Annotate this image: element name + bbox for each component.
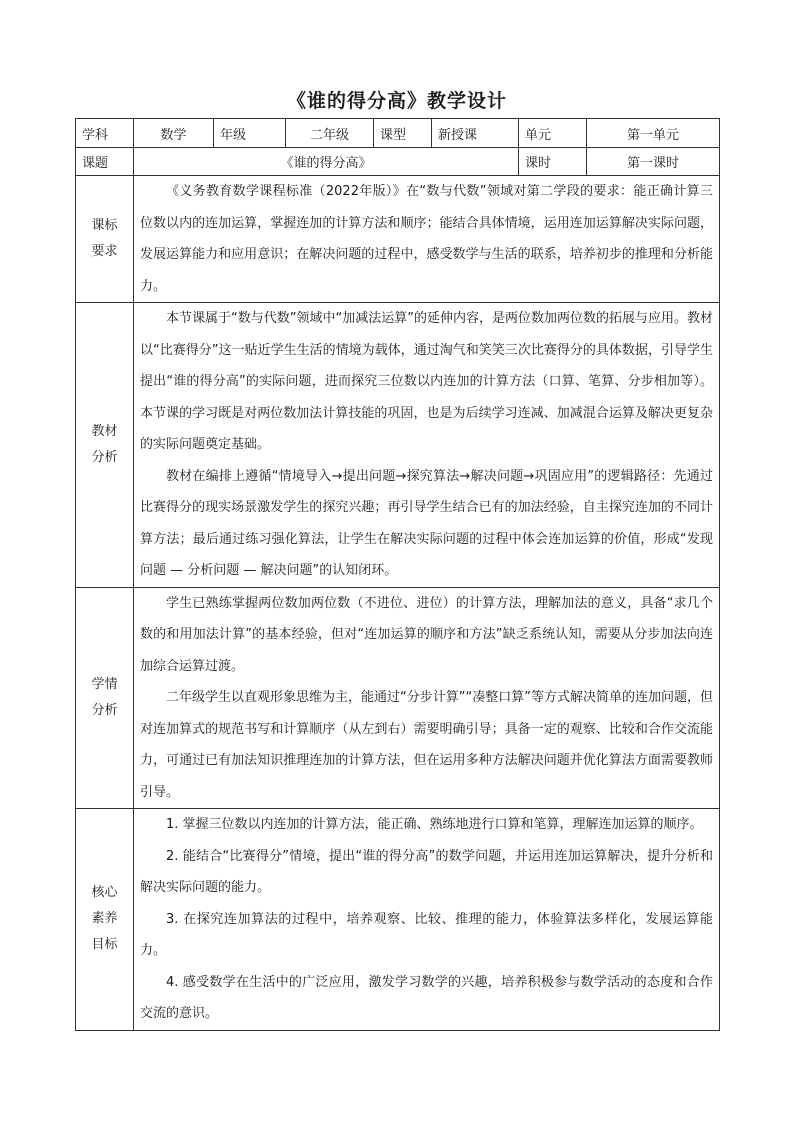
period-value: 第一课时 (587, 148, 720, 176)
objectives-section-row (76, 809, 720, 1031)
textbook-label-line: 分析 (91, 449, 118, 465)
learner-paragraph: 二年级学生以直观形象思维为主，能通过“分步计算”“凑整口算”等方式解决简单的连加问题，但对连加算式的规范书写和计算顺序（从左到右）需要明确引导；具备一定的观察、比较和合作交流能力，可通过已有加法知识推理连加的计算方法，但在运用多种方法解决问题并优化算法方面需要教师引导。 (140, 690, 713, 800)
curriculum-section-row (76, 176, 720, 303)
textbook-label-line: 教材 (91, 423, 118, 439)
objectives-label-line: 目标 (91, 937, 118, 953)
learner-paragraph: 学生已熟练掌握两位数加两位数（不进位、进位）的计算方法，理解加法的意义，具备“求几个数的和用加法计算”的基本经验，但对“连加运算的顺序和方法”缺乏系统认知，需要从分步加法向连加综合运算过渡。 (140, 595, 713, 674)
period-label: 课时 (519, 148, 587, 176)
textbook-section-row (76, 303, 720, 588)
lesson-type-label: 课型 (374, 119, 432, 148)
curriculum-label-line: 要求 (91, 244, 118, 259)
topic-value: 《谁的得分高》 (134, 148, 519, 176)
objective-item: 2. 能结合“比赛得分”情境，提出“谁的得分高”的数学问题，并运用连加运算解决，提升分析和解决实际问题的能力。 (140, 848, 713, 895)
subject-label: 学科 (76, 119, 134, 148)
learner-label-line: 分析 (91, 702, 118, 718)
textbook-section-label (76, 303, 134, 588)
objective-item: 1. 掌握三位数以内连加的计算方法，能正确、熟练地进行口算和笔算，理解连加运算的顺序。 (166, 817, 703, 832)
textbook-paragraph: 教材在编排上遵循“情境导入→提出问题→探究算法→解决问题→巩固应用”的逻辑路径：先通过比赛得分的现实场景激发学生的探究兴趣；再引导学生结合已有的加法经验，自主探究连加的不同计算方法；最后通过练习强化算法，让学生在解决实际问题的过程中体会连加运算的价值，形成“发现问题 — 分析问题 — 解决问题”的认知闭环。 (140, 468, 713, 578)
topic-label: 课题 (76, 148, 134, 176)
learner-section-row (76, 587, 720, 809)
textbook-section-content (134, 303, 720, 588)
lesson-type-value: 新授课 (432, 119, 519, 148)
lesson-row (76, 148, 720, 176)
subject-value: 数学 (134, 119, 214, 148)
textbook-paragraph: 本节课属于“数与代数”领域中“加减法运算”的延伸内容，是两位数加两位数的拓展与应用。教材以“比赛得分”这一贴近学生生活的情境为载体，通过淘气和笑笑三次比赛得分的具体数据，引导学生提出“谁的得分高”的实际问题，进而探究三位数以内连加的计算方法（口算、笔算、分步相加等）。本节课的学习既是对两位数加法计算技能的巩固，也是为后续学习连减、加减混合运算及解决更复杂的实际问题奠定基础。 (140, 311, 713, 452)
objectives-label-line: 素养 (91, 911, 118, 927)
objectives-section-label (76, 809, 134, 1031)
unit-value: 第一单元 (587, 119, 720, 148)
unit-label: 单元 (519, 119, 587, 148)
curriculum-section-label (76, 176, 134, 303)
learner-section-label (76, 587, 134, 809)
document-title: 《谁的得分高》教学设计 (286, 90, 507, 112)
curriculum-section-content (134, 176, 720, 303)
curriculum-paragraph: 《义务教育数学课程标准（2022年版）》在“数与代数”领域对第二学段的要求：能正确计算三位数以内的连加运算，掌握连加的计算方法和顺序；能结合具体情境，运用连加运算解决实际问题，发展运算能力和应用意识；在解决问题的过程中，感受数学与生活的联系，培养初步的推理和分析能力。 (140, 184, 713, 294)
learner-section-content (134, 587, 720, 809)
objective-item: 3. 在探究连加算法的过程中，培养观察、比较、推理的能力，体验算法多样化，发展运算能力。 (140, 911, 713, 958)
objectives-label-line: 核心 (91, 885, 118, 901)
objective-item: 4. 感受数学在生活中的广泛应用，激发学习数学的兴趣，培养积极参与数学活动的态度和合作交流的意识。 (140, 974, 713, 1021)
grade-label: 年级 (214, 119, 286, 148)
objectives-section-content (134, 809, 720, 1031)
grade-value: 二年级 (286, 119, 374, 148)
curriculum-label-line: 课标 (91, 218, 118, 233)
lesson-design-table (75, 118, 720, 1031)
info-row (76, 119, 720, 148)
learner-label-line: 学情 (91, 676, 118, 692)
